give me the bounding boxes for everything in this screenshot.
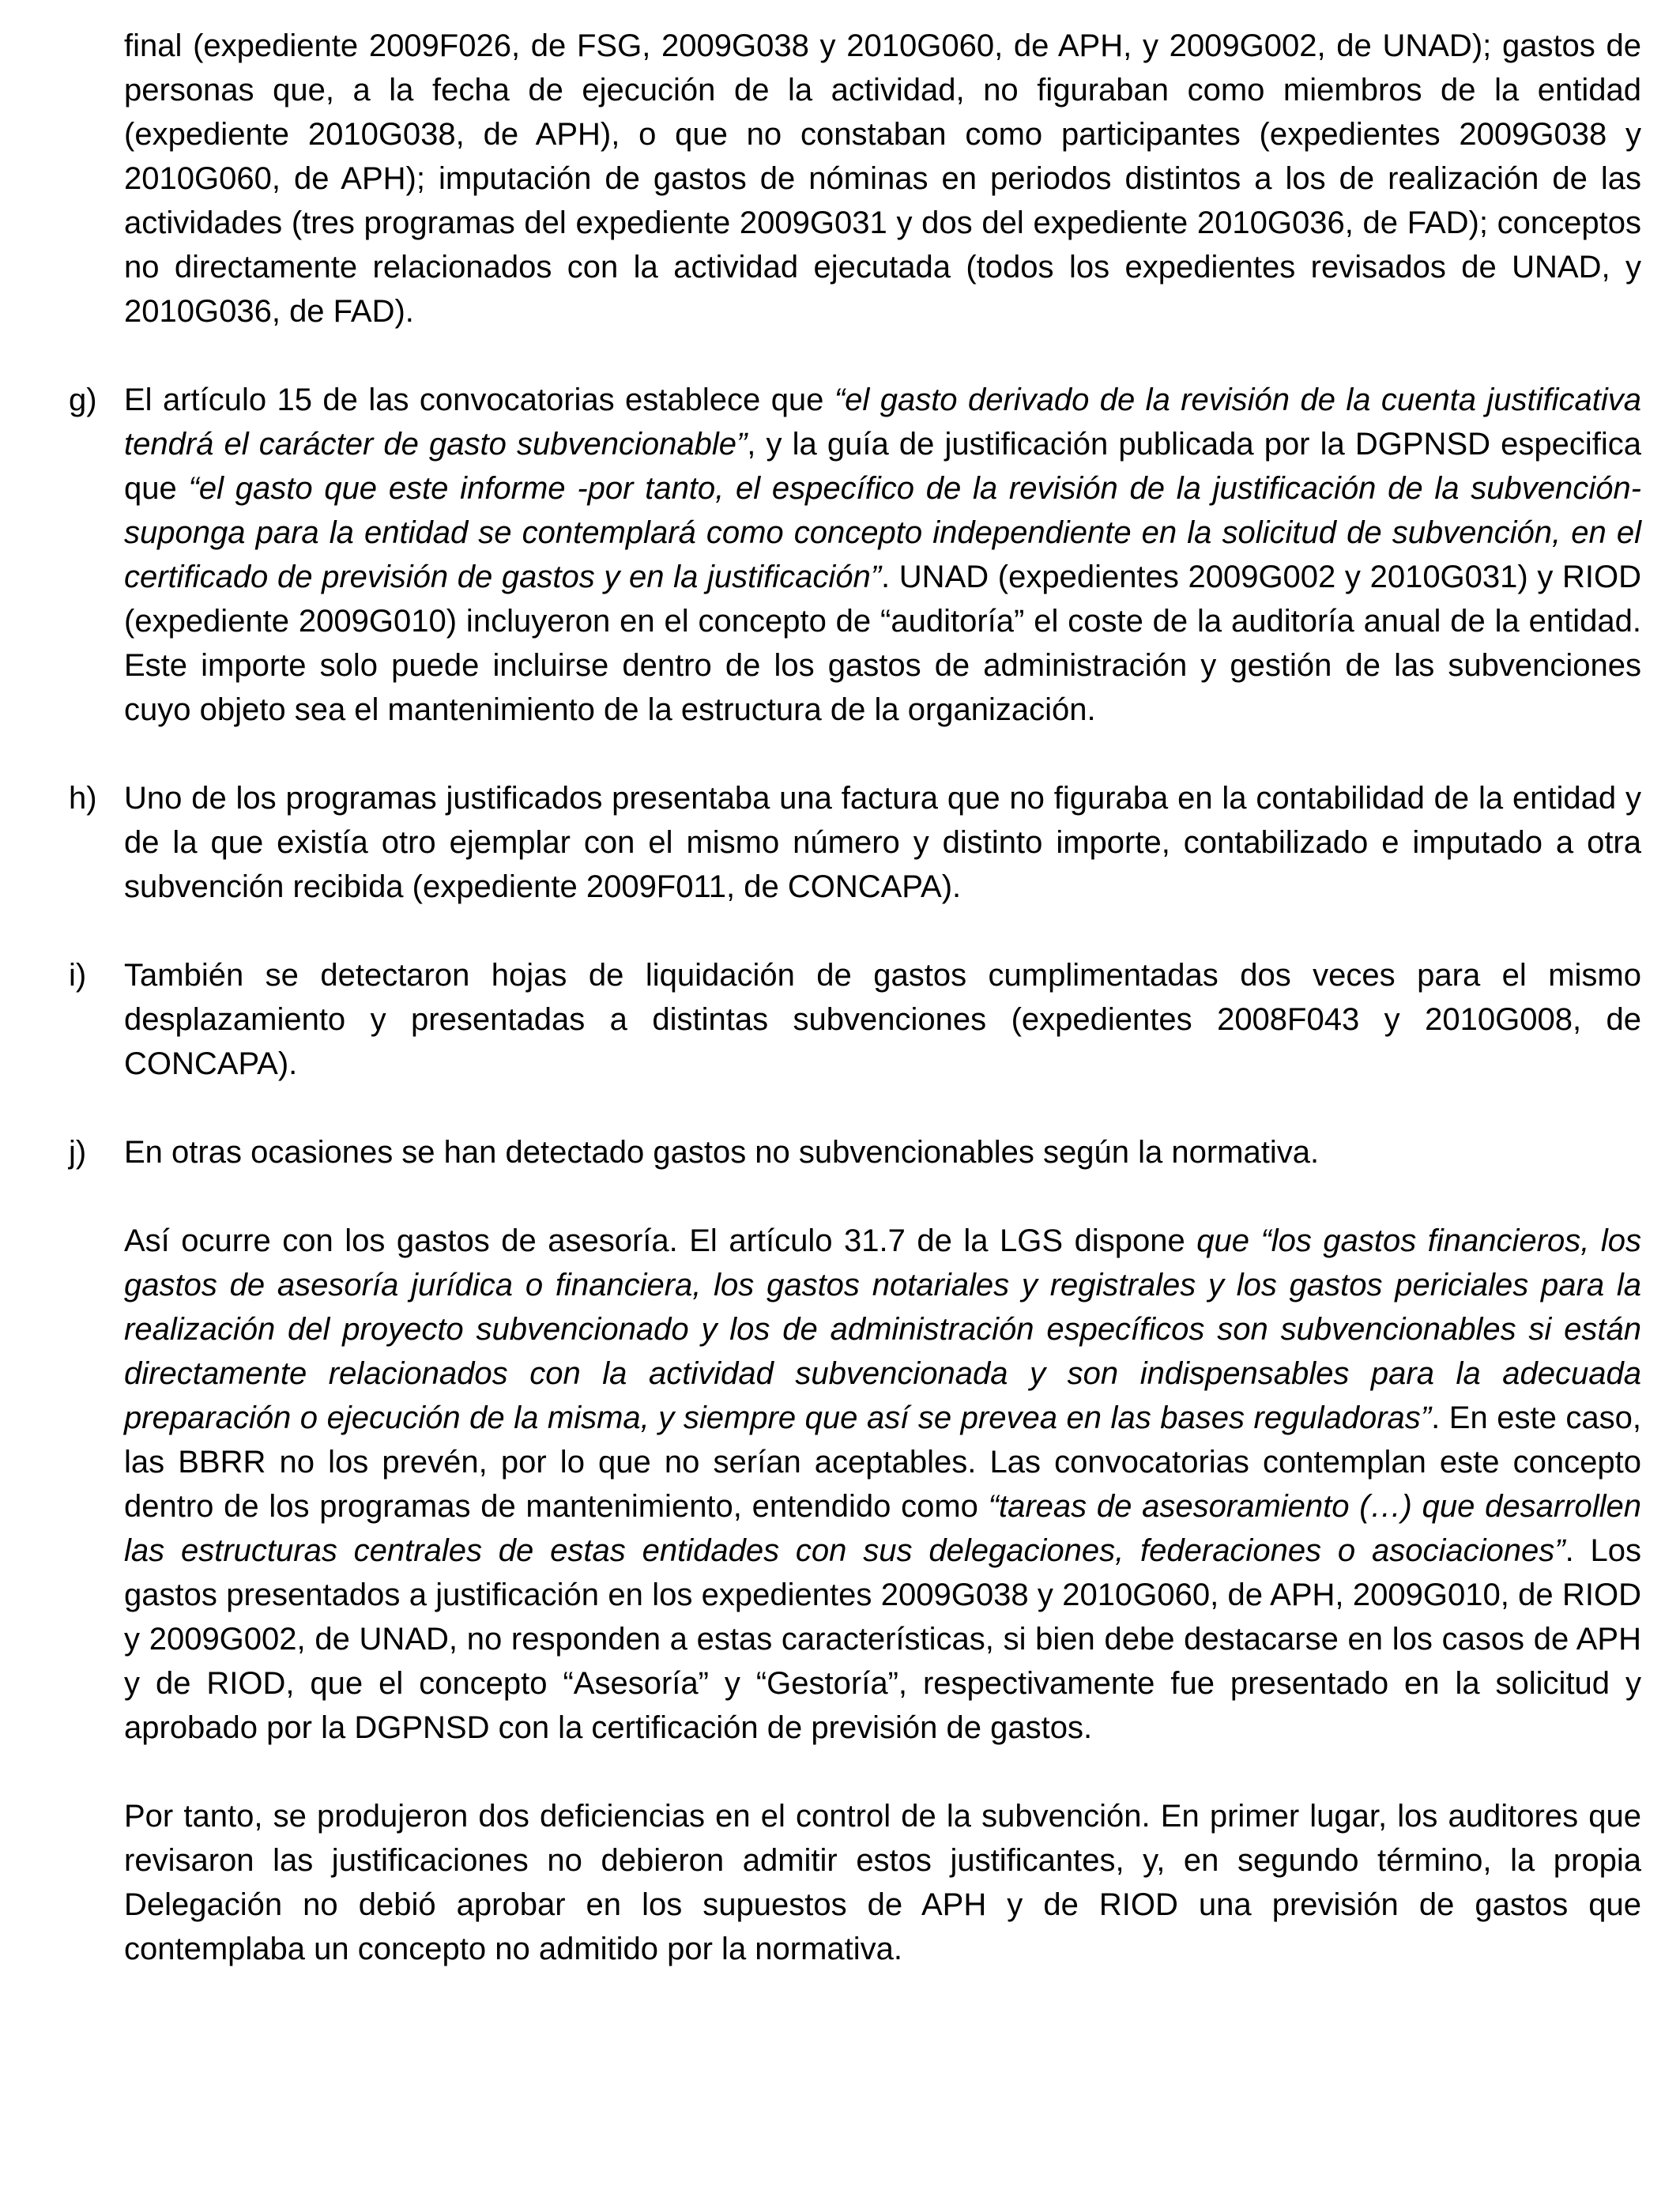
item-j-p2-quote-1: que “los gastos financieros, los gastos de asesoría jurídica o financiera, los gastos notariales y registrales y los gastos periciales para la realización del proyecto subvencionado y los de administración específicos son subvencionables si están directamente relacionados con la actividad subvencionada y son indispensables para la adecuada preparación o ejecución de la misma, y siempre que así se prevea en las bases reguladoras” (124, 1223, 1641, 1435)
item-g-quote-1: “el gasto derivado de la revisión de la cuenta justificativa tendrá el carácter de gasto subvencionable” (124, 383, 1641, 462)
item-j-paragraph-3: Por tanto, se produjeron dos deficiencias en el control de la subvención. En primer lugar, los auditores que revisaron las justificaciones no debieron admitir estos justificantes, y, en segundo término, la propia Delegación no debió aprobar en los supuestos de APH y de RIOD una previsión de gastos que contemplaba un concepto no admitido por la normativa. (124, 1799, 1641, 1966)
list-item-j (69, 1130, 1641, 1174)
item-g-text-3: . UNAD (expedientes 2009G002 y 2010G031) y RIOD (expediente 2009G010) incluyeron en el concepto de “auditoría” el coste de la auditoría anual de la entidad. Este importe solo puede incluirse dentro de los gastos de administración y gestión de las subvenciones cuyo objeto sea el mantenimiento de la estructura de la organización. (124, 560, 1642, 727)
item-j-p2-quote-2: “tareas de asesoramiento (…) que desarrollen las estructuras centrales de estas entidades con sus delegaciones, federaciones o asociaciones” (124, 1489, 1641, 1568)
item-g-text-2: , y la guía de justificación publicada por la DGPNSD especifica que (124, 427, 1641, 506)
document-body (69, 24, 1642, 2015)
list-item-h-text: Uno de los programas justificados presentaba una factura que no figuraba en la contabilidad de la entidad y de la que existía otro ejemplar con el mismo número y distinto importe, contabilizado e imputado a otra subvención recibida (expediente 2009F011, de CONCAPA). (124, 781, 1641, 904)
item-j-paragraph-2 (124, 1219, 1641, 1750)
list-item-j-text: En otras ocasiones se han detectado gastos no subvencionables según la normativa. (124, 1135, 1320, 1170)
item-g-text-1: El artículo 15 de las convocatorias establece que (124, 383, 834, 417)
intro-paragraph: final (expediente 2009F026, de FSG, 2009G038 y 2010G060, de APH, y 2009G002, de UNAD); gastos de personas que, a la fecha de ejecución de la actividad, no figuraban como miembros de la entidad (expediente 2010G038, de APH), o que no constaban como participantes (expedientes 2009G038 y 2010G060, de APH); imputación de gastos de nóminas en periodos distintos a los de realización de las actividades (tres programas del expediente 2009G031 y dos del expediente 2010G036, de FAD); conceptos no directamente relacionados con la actividad ejecutada (todos los expedientes revisados de UNAD, y 2010G036, de FAD). (124, 28, 1641, 329)
list-item-h (69, 776, 1641, 909)
item-j-p2-text-1: Así ocurre con los gastos de asesoría. El artículo 31.7 de la LGS dispone (124, 1223, 1197, 1258)
item-j-p2-text-3: . Los gastos presentados a justificación en los expedientes 2009G038 y 2010G060, de APH, 2009G010, de RIOD y 2009G002, de UNAD, no responden a estas características, si bien debe destacarse en los casos de APH y de RIOD, que el concepto “Asesoría” y “Gestoría”, respectivamente fue presentado en la solicitud y aprobado por la DGPNSD con la certificación de previsión de gastos. (124, 1533, 1642, 1745)
list-item-g-text (124, 378, 1641, 732)
list-item-i-text: También se detectaron hojas de liquidación de gastos cumplimentadas dos veces para el mismo desplazamiento y presentadas a distintas subvenciones (expedientes 2008F043 y 2010G008, de CONCAPA). (124, 958, 1641, 1081)
list-item-i (69, 953, 1641, 1086)
list-marker-j: j) (69, 1135, 87, 1170)
list-marker-h: h) (69, 781, 97, 816)
item-g-quote-2: “el gasto que este informe -por tanto, el específico de la revisión de la justificación de la subvención- suponga para la entidad se contemplará como concepto independiente en la solicitud de subvención, en el certificado de previsión de gastos y en la justificación” (124, 471, 1641, 594)
list-marker-g: g) (69, 383, 97, 417)
item-j-p2-text-2: . En este caso, las BBRR no los prevén, por lo que no serían aceptables. Las convocatorias contemplan este concepto dentro de los programas de mantenimiento, entendido como (124, 1400, 1642, 1524)
list-item-g (69, 378, 1642, 732)
list-marker-i: i) (69, 958, 87, 993)
